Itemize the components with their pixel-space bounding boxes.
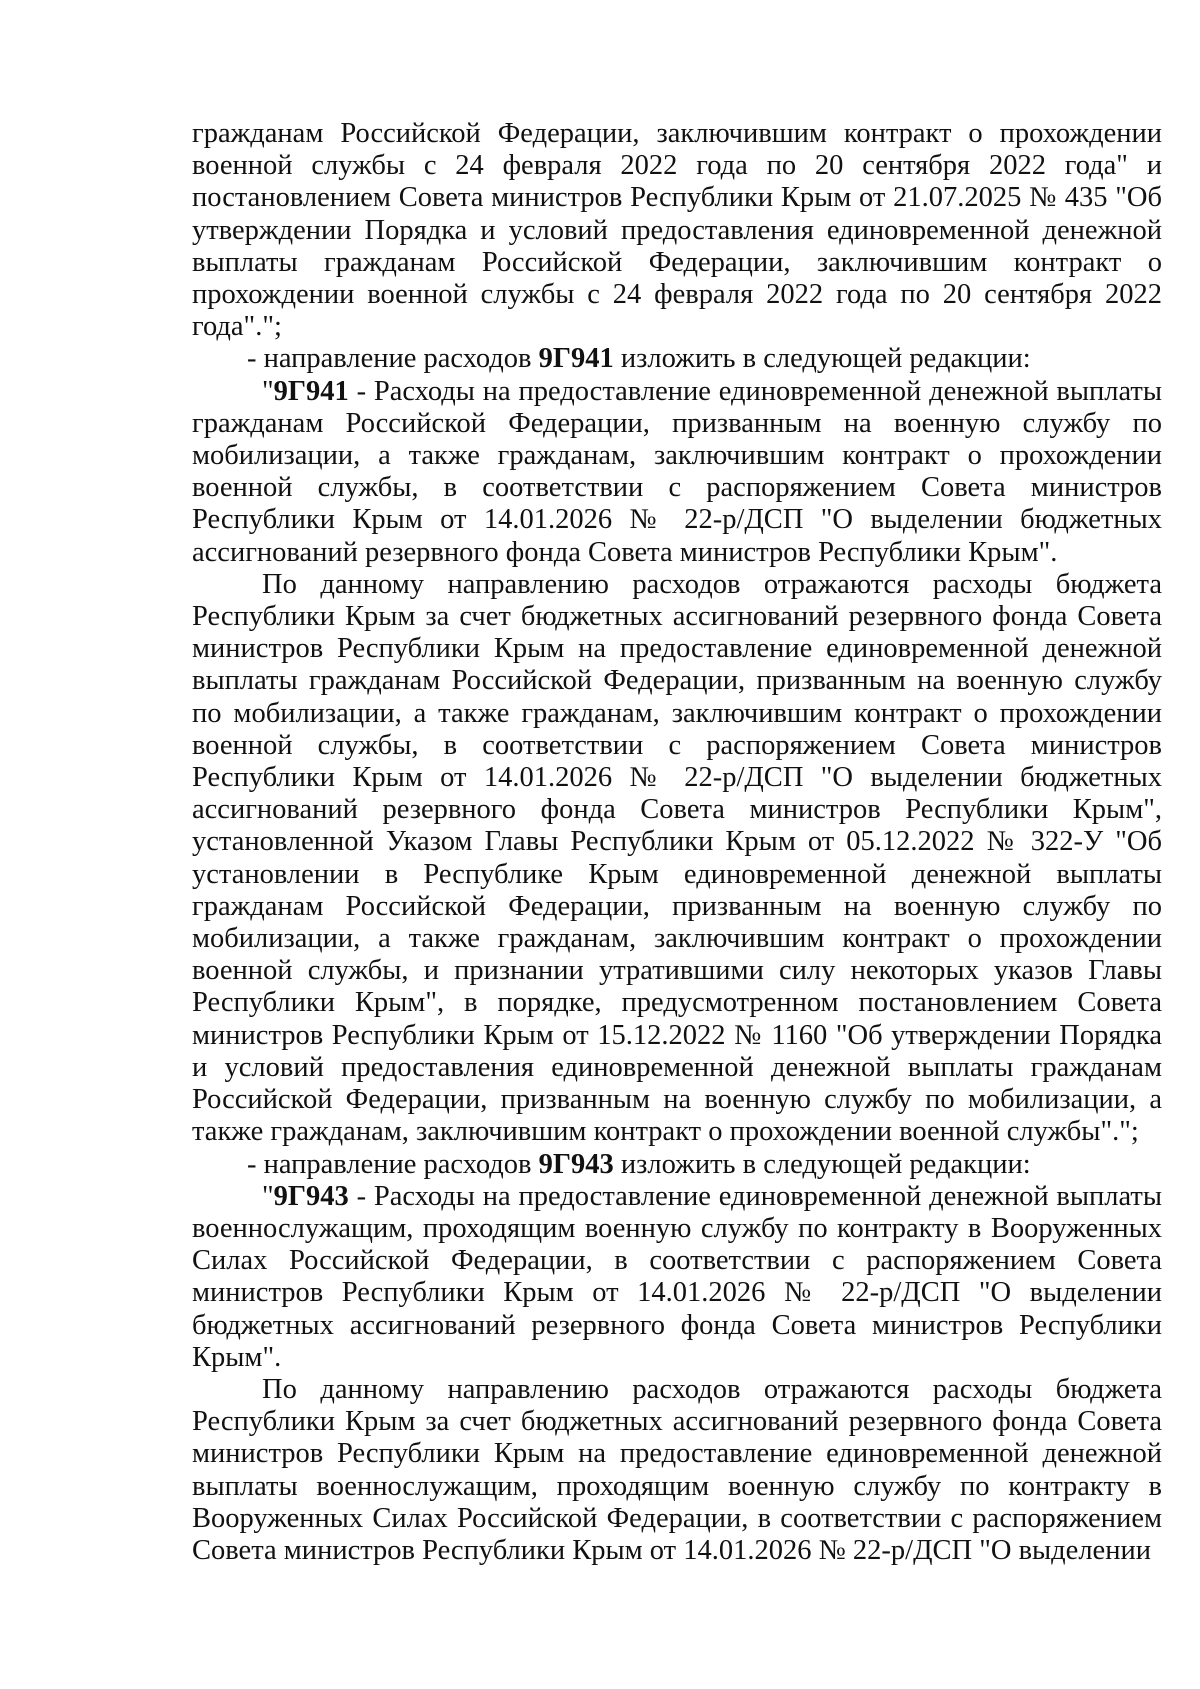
paragraph-definition-9g943 xyxy=(192,1181,1162,1374)
direction-suffix: изложить в следующей редакции: xyxy=(613,343,1031,375)
definition-text: - Расходы на предоставление единовременной денежной выплаты военнослужащим, проходящим военную службу по контракту в Вооруженных Силах Российской Федерации, в соответствии с распоряжением Совета министров Республики Крым от 14.01.2026 № 22-р/ДСП "О выделении бюджетных ассигнований резервного фонда Совета министров Республики Крым". xyxy=(192,1180,1162,1373)
direction-code: 9Г943 xyxy=(538,1148,614,1180)
paragraph-direction-9g941 xyxy=(192,343,1162,375)
paragraph-definition-9g941 xyxy=(192,376,1162,569)
definition-text: - Расходы на предоставление единовременной денежной выплаты гражданам Российской Федерации, призванным на военную службу по мобилизации, а также гражданам, заключившим контракт о прохождении военной службы, в соответствии с распоряжением Совета министров Республики Крым от 14.01.2026 № 22-р/ДСП "О выделении бюджетных ассигнований резервного фонда Совета министров Республики Крым". xyxy=(192,375,1162,568)
document-body xyxy=(192,118,1162,1567)
direction-prefix: - направление расходов xyxy=(247,343,539,375)
paragraph-direction-9g943 xyxy=(192,1149,1162,1181)
definition-code: 9Г941 xyxy=(273,375,349,407)
definition-code: 9Г943 xyxy=(273,1180,349,1212)
direction-suffix: изложить в следующей редакции: xyxy=(613,1148,1031,1180)
paragraph-explanation-9g941: По данному направлению расходов отражаются расходы бюджета Республики Крым за счет бюджетных ассигнований резервного фонда Совета министров Республики Крым на предоставление единовременной денежной выплаты гражданам Российской Федерации, призванным на военную службу по мобилизации, а также гражданам, заключившим контракт о прохождении военной службы, в соответствии с распоряжением Совета министров Республики Крым от 14.01.2026 № 22-р/ДСП "О выделении бюджетных ассигнований резервного фонда Совета министров Республики Крым", установленной Указом Главы Республики Крым от 05.12.2022 № 322-У "Об установлении в Республике Крым единовременной денежной выплаты гражданам Российской Федерации, призванным на военную службу по мобилизации, а также гражданам, заключившим контракт о прохождении военной службы, и признании утратившими силу некоторых указов Главы Республики Крым", в порядке, предусмотренном постановлением Совета министров Республики Крым от 15.12.2022 № 1160 "Об утверждении Порядка и условий предоставления единовременной денежной выплаты гражданам Российской Федерации, призванным на военную службу по мобилизации, а также гражданам, заключившим контракт о прохождении военной службы"."; xyxy=(192,568,1162,1148)
direction-code: 9Г941 xyxy=(538,343,614,375)
paragraph-continuation: гражданам Российской Федерации, заключившим контракт о прохождении военной службы с 24 февраля 2022 года по 20 сентября 2022 года" и постановлением Совета министров Республики Крым от 21.07.2025 № 435 "Об утверждении Порядка и условий предоставления единовременной денежной выплаты гражданам Российской Федерации, заключившим контракт о прохождении военной службы с 24 февраля 2022 года по 20 сентября 2022 года"."; xyxy=(192,118,1162,343)
open-quote: " xyxy=(262,1180,274,1212)
direction-prefix: - направление расходов xyxy=(247,1148,539,1180)
open-quote: " xyxy=(262,375,274,407)
paragraph-explanation-9g943: По данному направлению расходов отражаются расходы бюджета Республики Крым за счет бюджетных ассигнований резервного фонда Совета министров Республики Крым на предоставление единовременной денежной выплаты военнослужащим, проходящим военную службу по контракту в Вооруженных Силах Российской Федерации, в соответствии с распоряжением Совета министров Республики Крым от 14.01.2026 № 22-р/ДСП "О выделении xyxy=(192,1373,1162,1566)
